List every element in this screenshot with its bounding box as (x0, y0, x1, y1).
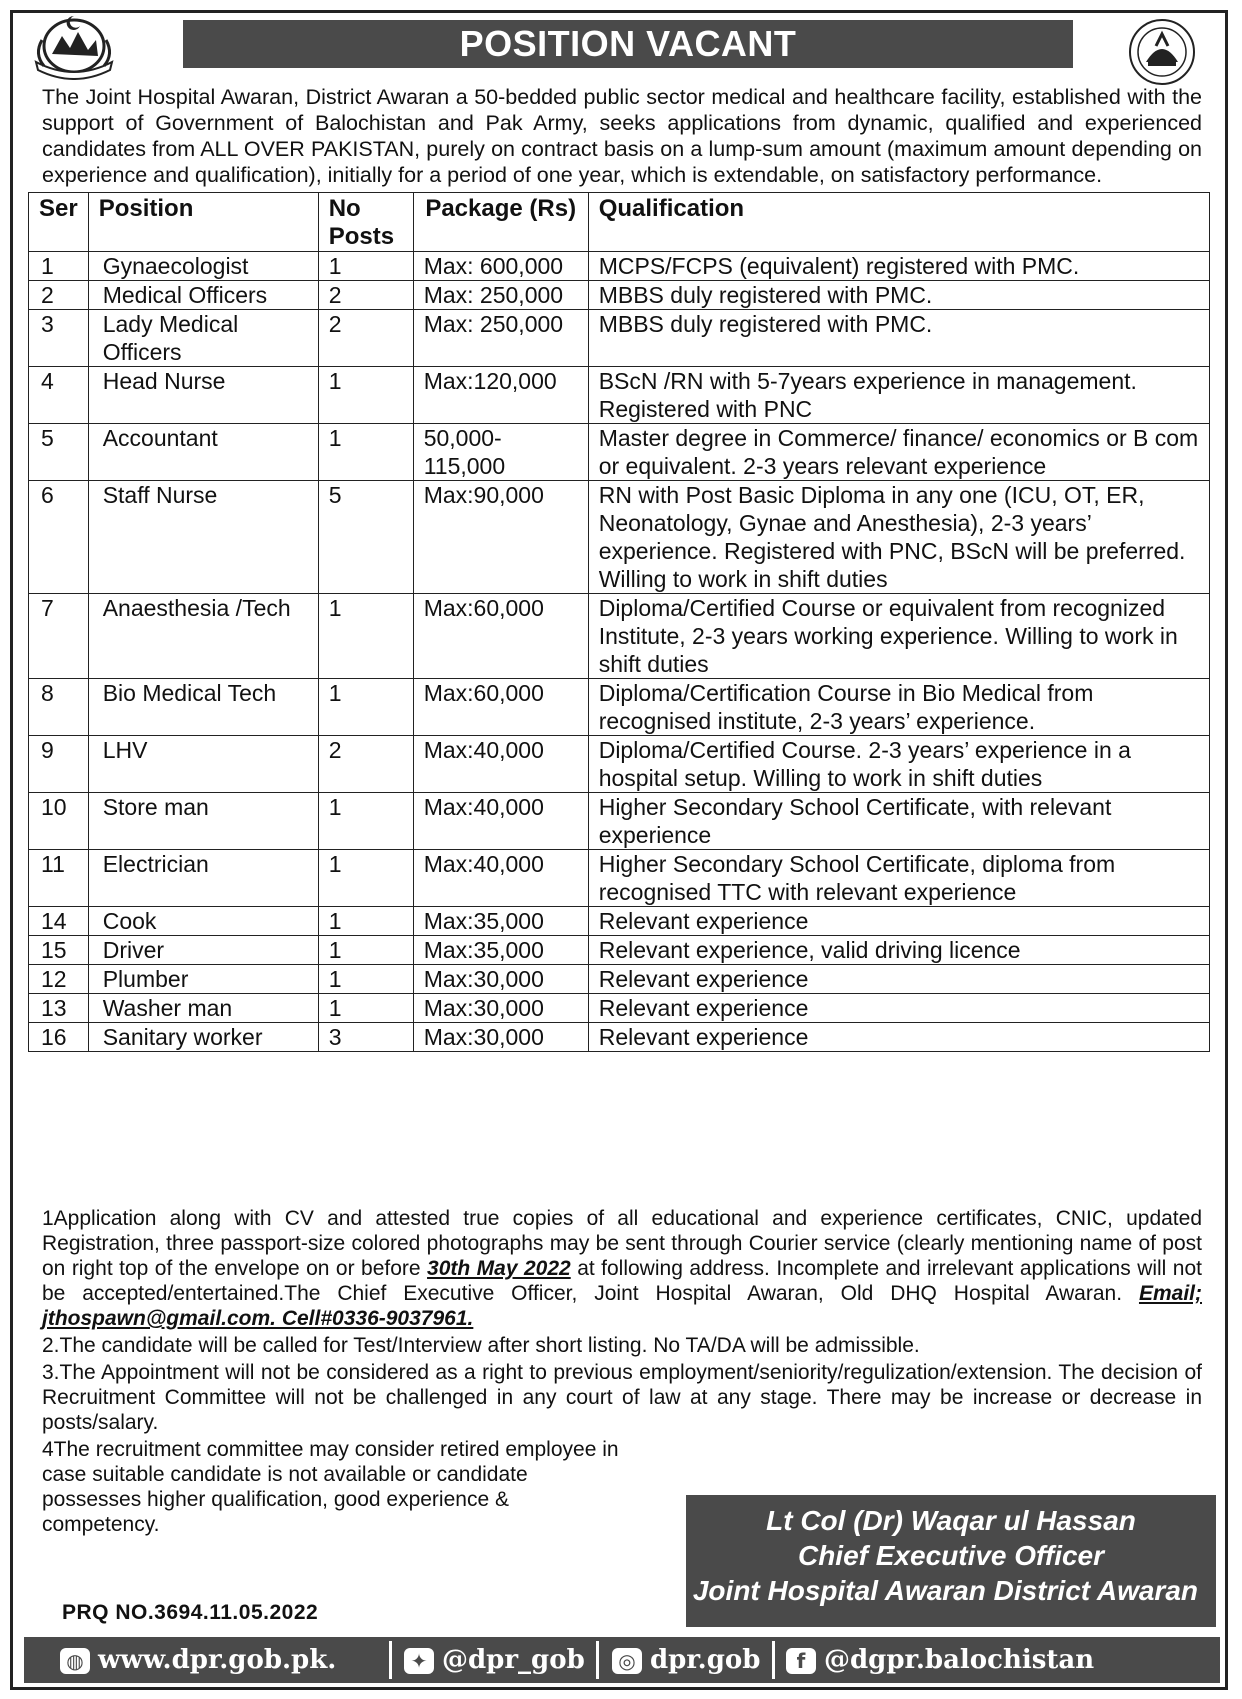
signature-block (686, 1495, 1216, 1627)
contact-email[interactable]: Email; jthospawn@gmail.com. Cell#0336-9037961. (42, 1282, 1202, 1330)
footer-instagram[interactable] (612, 1637, 760, 1683)
footer-bar (24, 1637, 1220, 1683)
cell-posts: 1 (318, 594, 413, 679)
table-row (29, 994, 1210, 1023)
table-header-row (29, 193, 1210, 252)
footer-divider (596, 1641, 599, 1679)
cell-package: Max:35,000 (413, 936, 588, 965)
instagram-handle[interactable]: dpr.gob (650, 1645, 761, 1675)
cell-position: Gynaecologist (88, 252, 318, 281)
cell-posts: 1 (318, 793, 413, 850)
cell-qualification: Higher Secondary School Certificate, with relevant experience (588, 793, 1209, 850)
cell-position: Bio Medical Tech (88, 679, 318, 736)
signatory-name: Lt Col (Dr) Waqar ul Hassan (766, 1505, 1136, 1536)
cell-qualification: Higher Secondary School Certificate, diploma from recognised TTC with relevant experience (588, 850, 1209, 907)
table-row (29, 965, 1210, 994)
header-qualification: Qualification (588, 193, 1209, 252)
cell-posts: 2 (318, 736, 413, 793)
cell-package: Max:60,000 (413, 594, 588, 679)
page-title: POSITION VACANT (183, 20, 1073, 68)
application-notes (42, 1206, 1202, 1539)
header-no-posts (318, 193, 413, 252)
table-row (29, 594, 1210, 679)
footer-facebook[interactable] (786, 1637, 1094, 1683)
cell-package: Max:40,000 (413, 736, 588, 793)
cell-posts: 1 (318, 679, 413, 736)
cell-posts: 3 (318, 1023, 413, 1052)
cell-position: Accountant (88, 424, 318, 481)
note-4: 4The recruitment committee may consider retired employee in case suitable candidate is not available or candidate possesses higher qualification, good experience & competency. (42, 1438, 619, 1536)
cell-qualification: Diploma/Certified Course or equivalent from recognized Institute, 2-3 years working experience. Willing to work in shift duties (588, 594, 1209, 679)
cell-ser: 10 (29, 793, 89, 850)
table-row (29, 424, 1210, 481)
cell-ser: 8 (29, 679, 89, 736)
twitter-handle[interactable]: @dpr_gob (442, 1645, 585, 1675)
cell-posts: 1 (318, 965, 413, 994)
table-row (29, 736, 1210, 793)
cell-ser: 13 (29, 994, 89, 1023)
cell-ser: 1 (29, 252, 89, 281)
footer-divider (389, 1641, 392, 1679)
signatory-office: Joint Hospital Awaran District Awaran (692, 1575, 1198, 1606)
cell-posts: 1 (318, 994, 413, 1023)
cell-package: Max:35,000 (413, 907, 588, 936)
cell-posts: 1 (318, 850, 413, 907)
cell-package: 50,000- 115,000 (413, 424, 588, 481)
footer-divider (772, 1641, 775, 1679)
cell-package: Max: 600,000 (413, 252, 588, 281)
cell-qualification: Relevant experience (588, 965, 1209, 994)
cell-package: Max:40,000 (413, 850, 588, 907)
cell-qualification: MCPS/FCPS (equivalent) registered with PMC. (588, 252, 1209, 281)
cell-package: Max:60,000 (413, 679, 588, 736)
cell-qualification: BScN /RN with 5-7years experience in management. Registered with PNC (588, 367, 1209, 424)
cell-package: Max:30,000 (413, 965, 588, 994)
cell-ser: 9 (29, 736, 89, 793)
twitter-icon: ✦ (404, 1648, 434, 1674)
cell-qualification: Master degree in Commerce/ finance/ economics or B com or equivalent. 2-3 years relevant experience (588, 424, 1209, 481)
cell-ser: 5 (29, 424, 89, 481)
cell-package: Max:40,000 (413, 793, 588, 850)
table-row (29, 367, 1210, 424)
cell-position: Plumber (88, 965, 318, 994)
cell-posts: 1 (318, 936, 413, 965)
cell-ser: 12 (29, 965, 89, 994)
cell-position: Anaesthesia /Tech (88, 594, 318, 679)
cell-ser: 16 (29, 1023, 89, 1052)
header-position: Position (88, 193, 318, 252)
signatory-designation: Chief Executive Officer (797, 1540, 1105, 1571)
table-row (29, 907, 1210, 936)
table-row (29, 679, 1210, 736)
instagram-icon: ◎ (612, 1648, 642, 1674)
footer-twitter[interactable] (404, 1637, 585, 1683)
cell-package: Max: 250,000 (413, 281, 588, 310)
balochistan-emblem-logo (24, 10, 124, 80)
facebook-handle[interactable]: @dgpr.balochistan (824, 1645, 1095, 1675)
table-row (29, 252, 1210, 281)
cell-ser: 15 (29, 936, 89, 965)
cell-position: Head Nurse (88, 367, 318, 424)
cell-ser: 3 (29, 310, 89, 367)
cell-qualification: Relevant experience (588, 994, 1209, 1023)
cell-package: Max: 250,000 (413, 310, 588, 367)
cell-qualification: Relevant experience (588, 907, 1209, 936)
cell-qualification: MBBS duly registered with PMC. (588, 310, 1209, 367)
cell-package: Max:30,000 (413, 1023, 588, 1052)
note-2: 2.The candidate will be called for Test/Interview after short listing. No TA/DA will be admissible. (42, 1334, 920, 1357)
public-relations-seal-logo (1116, 16, 1208, 88)
table-row (29, 1023, 1210, 1052)
table-row (29, 481, 1210, 594)
cell-package: Max:30,000 (413, 994, 588, 1023)
cell-qualification: Diploma/Certification Course in Bio Medical from recognised institute, 2-3 years’ experience. (588, 679, 1209, 736)
cell-ser: 4 (29, 367, 89, 424)
cell-package: Max:90,000 (413, 481, 588, 594)
cell-position: Sanitary worker (88, 1023, 318, 1052)
cell-ser: 2 (29, 281, 89, 310)
cell-posts: 1 (318, 424, 413, 481)
cell-position: Cook (88, 907, 318, 936)
cell-qualification: Relevant experience, valid driving licence (588, 936, 1209, 965)
cell-posts: 1 (318, 367, 413, 424)
cell-qualification: RN with Post Basic Diploma in any one (ICU, OT, ER, Neonatology, Gynae and Anesthesia), 2-3 years’ experience. Registered with PNC, BScN will be preferred. Willing to work in shift duties (588, 481, 1209, 594)
cell-position: Driver (88, 936, 318, 965)
header-ser: Ser (29, 193, 89, 252)
table-row (29, 281, 1210, 310)
footer-website[interactable] (60, 1637, 336, 1683)
website-link[interactable]: www.dpr.gob.pk. (98, 1645, 337, 1675)
cell-position: Electrician (88, 850, 318, 907)
cell-ser: 7 (29, 594, 89, 679)
cell-position: Lady Medical Officers (88, 310, 318, 367)
deadline-date: 30th May 2022 (427, 1257, 571, 1280)
cell-position: Store man (88, 793, 318, 850)
cell-ser: 11 (29, 850, 89, 907)
cell-posts: 5 (318, 481, 413, 594)
intro-paragraph: The Joint Hospital Awaran, District Awaran a 50-bedded public sector medical and healthcare facility, established with the support of Government of Balochistan and Pak Army, seeks applications from dynamic, qualified and experienced candidates from ALL OVER PAKISTAN, purely on contract basis on a lump-sum amount (maximum amount depending on experience and qualification), initially for a period of one year, which is extendable, on satisfactory performance. (42, 85, 1202, 187)
cell-position: Medical Officers (88, 281, 318, 310)
note-3: 3.The Appointment will not be considered as a right to previous employment/seniority/regulization/extension. The decision of Recruitment Committee will not be challenged in any court of law at any stage. There may be increase or decrease in posts/salary. (42, 1361, 1202, 1434)
cell-posts: 1 (318, 252, 413, 281)
header-no-label: No (328, 195, 361, 222)
globe-icon: ◍ (60, 1648, 90, 1674)
header-posts-label: Posts (328, 223, 395, 250)
cell-package: Max:120,000 (413, 367, 588, 424)
cell-position: Staff Nurse (88, 481, 318, 594)
table-row (29, 793, 1210, 850)
cell-qualification: Relevant experience (588, 1023, 1209, 1052)
cell-posts: 1 (318, 907, 413, 936)
cell-position: Washer man (88, 994, 318, 1023)
cell-ser: 14 (29, 907, 89, 936)
cell-qualification: Diploma/Certified Course. 2-3 years’ experience in a hospital setup. Willing to work in shift duties (588, 736, 1209, 793)
note-1-address: at following address. Incomplete and irrelevant applications will not be accepted/entertained.The Chief Executive Officer, Joint Hospital Awaran, Old DHQ Hospital Awaran. (42, 1257, 1203, 1305)
cell-ser: 6 (29, 481, 89, 594)
facebook-icon: f (786, 1648, 816, 1674)
cell-posts: 2 (318, 310, 413, 367)
note-1 (42, 1206, 1202, 1331)
table-row (29, 850, 1210, 907)
cell-position: LHV (88, 736, 318, 793)
table-row (29, 936, 1210, 965)
prq-number: PRQ NO.3694.11.05.2022 (62, 1601, 319, 1624)
table-row (29, 310, 1210, 367)
cell-posts: 2 (318, 281, 413, 310)
note-1-text: 1Application along with CV and attested true copies of all educational and experience certificates, CNIC, updated Registration, three passport-size colored photographs may be sent through Courier service (clearly mentioning name of post on right top of the envelope on or before (42, 1207, 1202, 1280)
positions-table (28, 192, 1210, 1052)
cell-qualification: MBBS duly registered with PMC. (588, 281, 1209, 310)
header-package: Package (Rs) (413, 193, 588, 252)
